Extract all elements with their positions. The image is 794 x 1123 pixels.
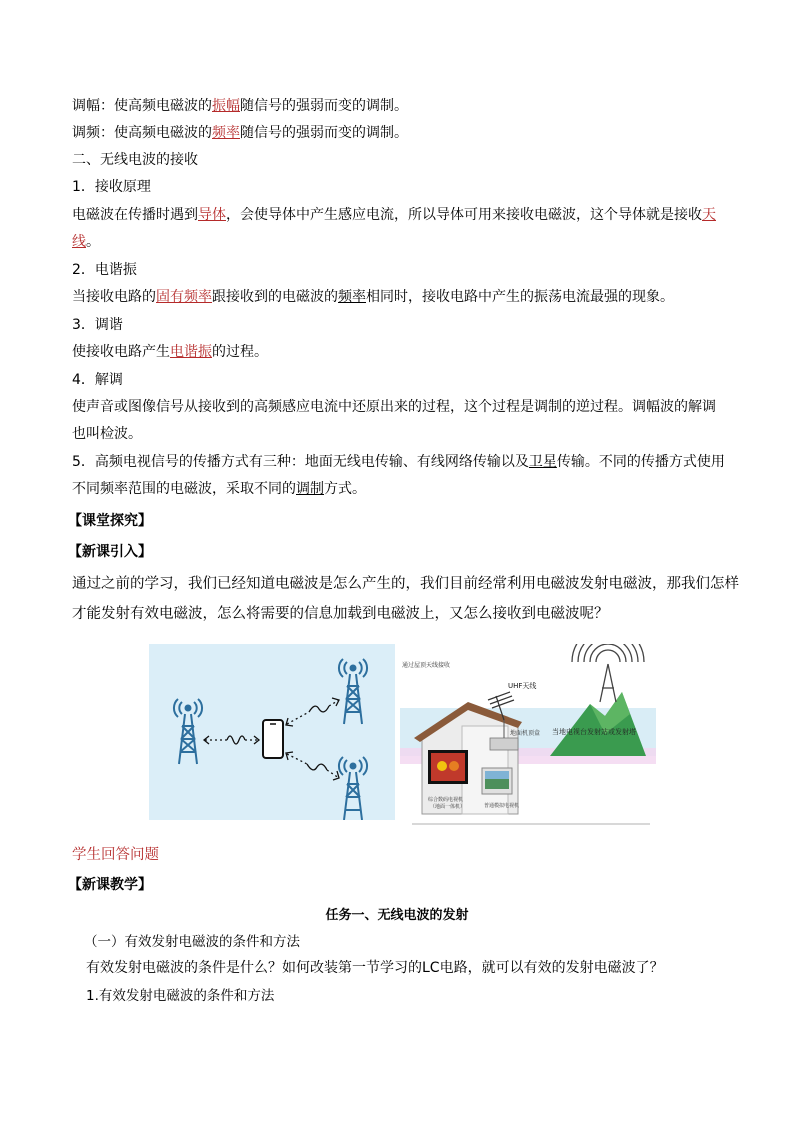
heading-new-lesson-teaching: 【新课教学】: [68, 877, 152, 893]
text: 方式。: [324, 481, 366, 497]
text: 传输。不同的传播方式使用: [556, 454, 725, 470]
cell-tower-left-icon: [174, 699, 202, 764]
figure-phone-towers-drawing: [149, 644, 395, 820]
text: 调频：使高频电磁波的: [72, 125, 212, 141]
text: ，会使导体中产生感应电流，所以导体可用来接收电磁波，这个导体就是接收: [226, 207, 702, 223]
text-line-principle-cont: [72, 232, 100, 252]
keyword-electric-resonance: 电谐振: [170, 344, 212, 360]
subheading-receiving-principle: 1．接收原理: [72, 179, 151, 195]
keyword-natural-frequency: 固有频率: [156, 289, 212, 305]
label-set-top-box: 地面机顶盒: [510, 730, 541, 737]
text-line-principle: [72, 205, 716, 225]
keyword-amplitude: 振幅: [212, 98, 240, 114]
text: 5．高频电视信号的传播方式有三种：地面无线电传输、有线网络传输以及: [72, 454, 529, 470]
question-line: 有效发射电磁波的条件是什么？如何改装第一节学习的LC电路，就可以有效的发射电磁波了？: [86, 960, 664, 976]
text-line-intro: 通过之前的学习，我们已经知道电磁波是怎么产生的，我们目前经常利用电磁波发射电磁波，那我们怎样: [72, 576, 739, 592]
text: 相同时，接收电路中产生的振荡电流最强的现象。: [366, 289, 674, 305]
text-line-tuning: [72, 342, 268, 362]
label-uhf-antenna: UHF天线: [508, 682, 537, 690]
text: 电磁波在传播时遇到: [72, 207, 198, 223]
text: 随信号的强弱而变的调制。: [240, 125, 408, 141]
heading-classroom-exploration: 【课堂探究】: [68, 513, 152, 529]
text-line-tv-signal: [72, 452, 725, 472]
text-line-tv-signal-cont: [72, 479, 366, 499]
heading-new-lesson-intro: 【新课引入】: [68, 544, 152, 560]
figure-tv-reception: [400, 644, 656, 826]
text: 随信号的强弱而变的调制。: [240, 98, 408, 114]
section-heading-receiving: 二、无线电波的接收: [72, 152, 198, 168]
keyword-frequency: 频率: [212, 125, 240, 141]
tv-analog-icon: [482, 768, 512, 794]
list-item-1: 1.有效发射电磁波的条件和方法: [86, 988, 275, 1004]
text: 跟接收到的电磁波的: [212, 289, 338, 305]
text: 的过程。: [212, 344, 268, 360]
cell-tower-bottom-right-icon: [339, 757, 367, 820]
text-line-intro-cont: 才能发射有效电磁波，怎么将需要的信息加载到电磁波上，又怎么接收到电磁波呢？: [72, 606, 609, 622]
label-tv-analog: 普通模拟电视机: [484, 803, 520, 809]
keyword-frequency-2: 频率: [338, 289, 366, 305]
subheading-tuning: 3．调谐: [72, 317, 123, 333]
text-line-demodulation: 使声音或图像信号从接收到的高频感应电流中还原出来的过程，这个过程是调制的逆过程。调幅波的解调: [72, 399, 716, 415]
text-line-am: [72, 96, 408, 116]
cell-tower-top-right-icon: [339, 659, 367, 724]
smartphone-icon: [263, 720, 283, 758]
text-line-demodulation-cont: 也叫检波。: [72, 426, 142, 442]
label-broadcast-tower: 当地电视台发射站或发射塔: [552, 728, 636, 736]
text-line-fm: [72, 123, 408, 143]
keyword-satellite: 卫星: [528, 454, 557, 470]
set-top-box-icon: [490, 738, 518, 750]
subheading-effective-emission: （一）有效发射电磁波的条件和方法: [84, 934, 300, 950]
student-answer-note: 学生回答问题: [72, 847, 159, 863]
keyword-antenna-1: 天: [702, 207, 716, 223]
keyword-modulation: 调制: [296, 481, 324, 497]
text: 不同频率范围的电磁波，采取不同的: [72, 481, 296, 497]
label-tv-digital-1: 综合数码电视机: [428, 797, 464, 803]
subheading-resonance: 2．电谐振: [72, 262, 137, 278]
broadcast-tower-icon: [572, 644, 644, 702]
text-line-resonance: [72, 287, 674, 307]
task-title: 任务一、无线电波的发射: [325, 908, 469, 923]
keyword-conductor: 导体: [198, 207, 226, 223]
text: 调幅：使高频电磁波的: [72, 98, 212, 114]
label-tv-digital-2: （地面一体机）: [430, 804, 466, 810]
keyword-antenna-2: 线: [72, 234, 86, 250]
text: 。: [86, 234, 100, 250]
tv-digital-icon: [428, 750, 468, 784]
figure-phone-towers: [149, 644, 395, 820]
label-rooftop-antenna: 通过屋顶天线接收: [402, 662, 451, 669]
text: 使接收电路产生: [72, 344, 170, 360]
text: 当接收电路的: [72, 289, 156, 305]
subheading-demodulation: 4．解调: [72, 372, 123, 388]
